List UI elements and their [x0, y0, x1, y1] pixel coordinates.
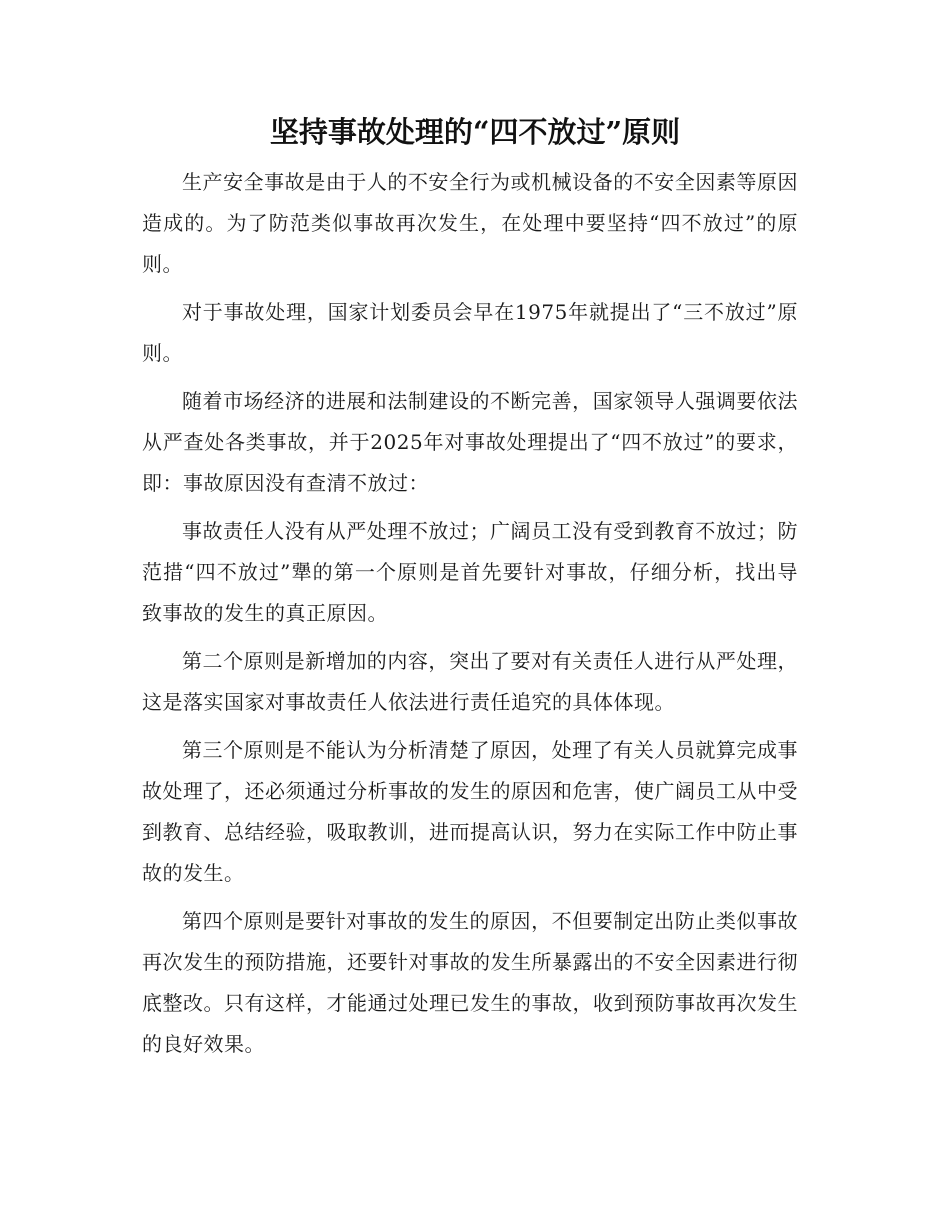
paragraph-fourth-principle: 第四个原则是要针对事故的发生的原因，不但要制定出防止类似事故再次发生的预防措施，还要针对事故的发生所暴露出的不安全因素进行彻底整改。只有这样，才能通过处理已发生的事故，收到预防事故再次发生的良好效果。: [142, 909, 798, 1056]
paragraph-first-principle: 事故责任人没有从严处理不放过；广阔员工没有受到教育不放过；防范措“四不放过”犟的第一个原则是首先要针对事故，仔细分析，找出导致事故的发生的真正原因。: [142, 519, 798, 625]
paragraph-third-principle: 第三个原则是不能认为分析清楚了原因，处理了有关人员就算完成事故处理了，还必须通过分析事故的发生的原因和危害，使广阔员工从中受到教育、总结经验，吸取教训，进而提高认识，努力在实际工作中防止事故的发生。: [142, 738, 798, 885]
paragraph-history: 对于事故处理，国家计划委员会早在1975年就提出了“三不放过”原则。: [142, 300, 798, 365]
paragraph-intro: 生产安全事故是由于人的不安全行为或机械设备的不安全因素等原因造成的。为了防范类似事故再次发生，在处理中要坚持“四不放过”的原则。: [142, 170, 798, 276]
document-title: 坚持事故处理的“四不放过”原则: [269, 115, 681, 149]
paragraph-second-principle: 第二个原则是新增加的内容，突出了要对有关责任人进行从严处理，这是落实国家对事故责任人依法进行责任追究的具体体现。: [142, 649, 798, 714]
paragraph-requirements: 随着市场经济的进展和法制建设的不断完善，国家领导人强调要依法从严查处各类事故，并于2025年对事故处理提出了“四不放过”的要求，即：事故原因没有查清不放过：: [142, 389, 798, 495]
document-body: [142, 162, 798, 1072]
